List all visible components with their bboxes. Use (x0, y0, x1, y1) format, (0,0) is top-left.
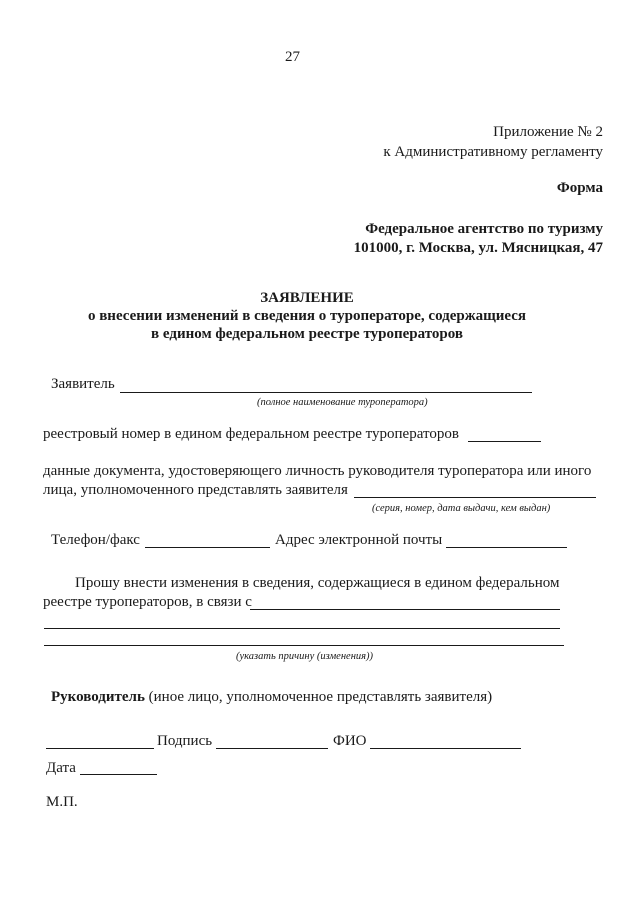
phone-fax-label: Телефон/факс (51, 532, 140, 548)
seal-label: М.П. (46, 794, 78, 810)
addressee-address: 101000, г. Москва, ул. Мясницкая, 47 (353, 240, 603, 256)
signatory-line (51, 688, 492, 706)
position-input-line[interactable] (46, 748, 154, 749)
reason-input-line-3[interactable] (44, 645, 564, 646)
signature-label: Подпись (157, 733, 213, 749)
registry-number-label: реестровый номер в едином федеральном реестре туроператоров (43, 426, 459, 442)
date-input-line[interactable] (80, 774, 157, 775)
document-title: ЗАЯВЛЕНИЕ (260, 290, 354, 306)
document-subtitle-1: о внесении изменений в сведения о туроператоре, содержащиеся (87, 308, 527, 324)
page-number: 27 (285, 49, 300, 65)
applicant-input-line[interactable] (120, 392, 532, 393)
appendix-title: Приложение № 2 (493, 124, 603, 140)
document-subtitle-2: в едином федеральном реестре туроператоров (151, 326, 463, 342)
email-label: Адрес электронной почты (275, 532, 443, 548)
signature-input-line[interactable] (216, 748, 328, 749)
id-document-hint: (серия, номер, дата выдачи, кем выдан) (372, 503, 551, 514)
applicant-label: Заявитель (51, 376, 115, 392)
request-text-2: реестре туроператоров, в связи с (43, 594, 252, 610)
signatory-description: (иное лицо, уполномоченное представлять заявителя) (144, 689, 493, 705)
id-document-input-line[interactable] (354, 497, 596, 498)
reason-input-line-2[interactable] (44, 628, 560, 629)
id-document-label-2: лица, уполномоченного представлять заявителя (43, 482, 348, 498)
reason-hint: (указать причину (изменения)) (236, 651, 374, 662)
applicant-hint: (полное наименование туроператора) (257, 397, 428, 408)
date-label: Дата (46, 760, 76, 776)
signatory-title: Руководитель (51, 689, 145, 705)
id-document-label-1: данные документа, удостоверяющего личность руководителя туроператора или иного (43, 463, 592, 479)
phone-fax-input-line[interactable] (145, 547, 270, 548)
form-label: Форма (556, 180, 603, 196)
request-text-1: Прошу внести изменения в сведения, содержащиеся в едином федеральном (75, 575, 560, 591)
reason-input-line-1[interactable] (250, 609, 560, 610)
full-name-input-line[interactable] (370, 748, 521, 749)
addressee-name: Федеральное агентство по туризму (365, 221, 603, 237)
email-input-line[interactable] (446, 547, 567, 548)
registry-number-input-line[interactable] (468, 441, 541, 442)
full-name-label: ФИО (333, 733, 367, 749)
appendix-reference: к Административному регламенту (383, 144, 603, 160)
